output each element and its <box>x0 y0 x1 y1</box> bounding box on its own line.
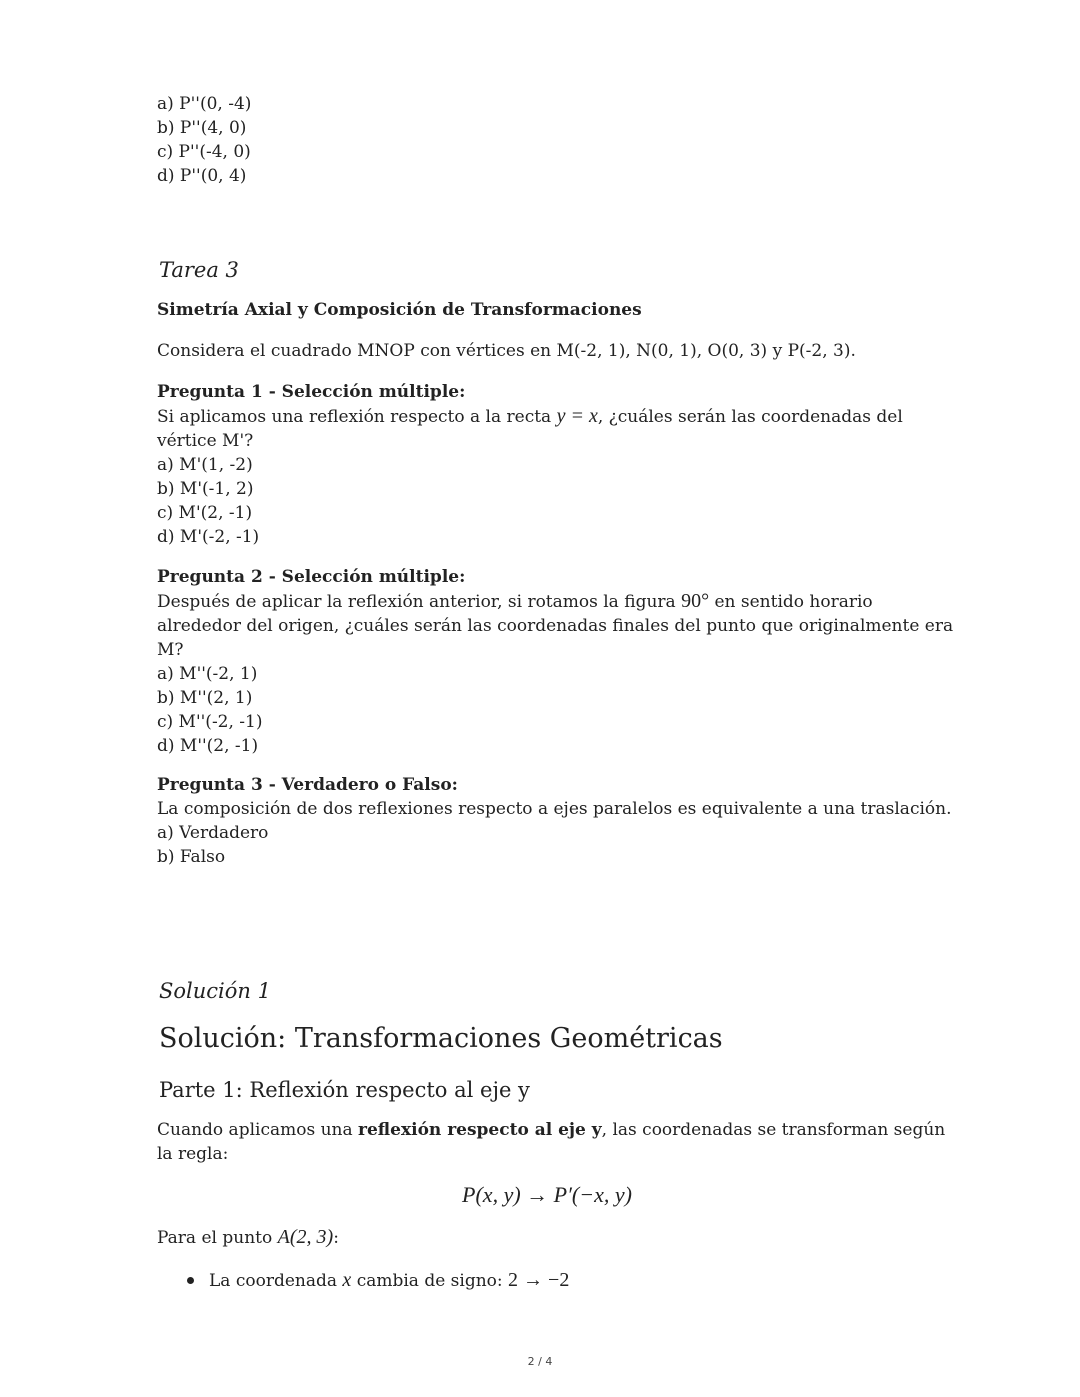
text: Si aplicamos una reflexión respecto a la recta <box>157 407 557 427</box>
task-intro: Considera el cuadrado MNOP con vértices en M(-2, 1), N(0, 1), O(0, 3) y P(-2, 3). <box>157 341 856 361</box>
bullet-icon <box>187 1277 194 1284</box>
option: b) M'(-1, 2) <box>157 479 254 499</box>
question-text <box>157 589 937 614</box>
question-text-cont: vértice M'? <box>157 431 254 451</box>
question-text <box>157 404 937 429</box>
option: b) P''(4, 0) <box>157 118 247 138</box>
paragraph-line: la regla: <box>157 1144 229 1164</box>
text: , ¿cuáles serán las coordenadas del <box>597 407 903 427</box>
text: , las coordenadas se transforman según <box>601 1120 946 1140</box>
option: a) M'(1, -2) <box>157 455 253 475</box>
text: Después de aplicar la reflexión anterior, si rotamos la figura <box>157 592 682 612</box>
math-expression: A(2, 3) <box>277 1226 334 1248</box>
option: a) M''(-2, 1) <box>157 664 258 684</box>
text: cambia de signo: <box>351 1271 509 1291</box>
option: b) Falso <box>157 847 226 867</box>
previous-options <box>157 92 937 188</box>
question-3 <box>157 773 952 869</box>
bold-text: reflexión respecto al eje y <box>358 1120 602 1140</box>
question-title: Pregunta 3 - Verdadero o Falso: <box>157 775 458 795</box>
text: Para el punto <box>157 1228 278 1248</box>
text: La coordenada <box>209 1271 343 1291</box>
math-expression: 2 → −2 <box>508 1269 570 1291</box>
solution-label: Solución 1 <box>159 979 271 1003</box>
page-indicator: 2 / 4 <box>527 1355 553 1368</box>
math-var: x <box>342 1269 352 1291</box>
option: d) M''(2, -1) <box>157 736 259 756</box>
question-2 <box>157 565 954 758</box>
option: a) Verdadero <box>157 823 269 843</box>
option: d) M'(-2, -1) <box>157 527 260 547</box>
question-title: Pregunta 2 - Selección múltiple: <box>157 567 466 587</box>
math-expression: y = x <box>556 405 598 427</box>
paragraph-line <box>157 1118 946 1142</box>
option: b) M''(2, 1) <box>157 688 253 708</box>
option: a) P''(0, -4) <box>157 94 252 114</box>
option: d) P''(0, 4) <box>157 166 247 186</box>
text: Cuando aplicamos una <box>157 1120 359 1140</box>
text: : <box>333 1228 339 1248</box>
point-line <box>157 1225 937 1250</box>
section-subtitle: Simetría Axial y Composición de Transformaciones <box>157 300 642 320</box>
question-text-cont: alrededor del origen, ¿cuáles serán las coordenadas finales del punto que originalmente era <box>157 616 954 636</box>
solution-paragraph <box>157 1118 946 1166</box>
question-title: Pregunta 1 - Selección múltiple: <box>157 382 466 402</box>
option: c) M'(2, -1) <box>157 503 253 523</box>
option: c) M''(-2, -1) <box>157 712 263 732</box>
part-heading: Parte 1: Reflexión respecto al eje y <box>159 1078 530 1102</box>
task-title: Tarea 3 <box>159 258 239 282</box>
solution-heading: Solución: Transformaciones Geométricas <box>159 1023 723 1054</box>
question-text: La composición de dos reflexiones respecto a ejes paralelos es equivalente a una traslación. <box>157 799 952 819</box>
text: en sentido horario <box>709 592 873 612</box>
equation-math: P(x, y) → P′(−x, y) <box>462 1182 632 1207</box>
question-1 <box>157 380 937 549</box>
list-item-text <box>209 1268 569 1293</box>
bullet-list <box>157 1268 937 1292</box>
option: c) P''(-4, 0) <box>157 142 251 162</box>
transformation-equation <box>157 1182 937 1208</box>
question-text-cont: M? <box>157 640 184 660</box>
math-expression: 90° <box>681 590 710 612</box>
